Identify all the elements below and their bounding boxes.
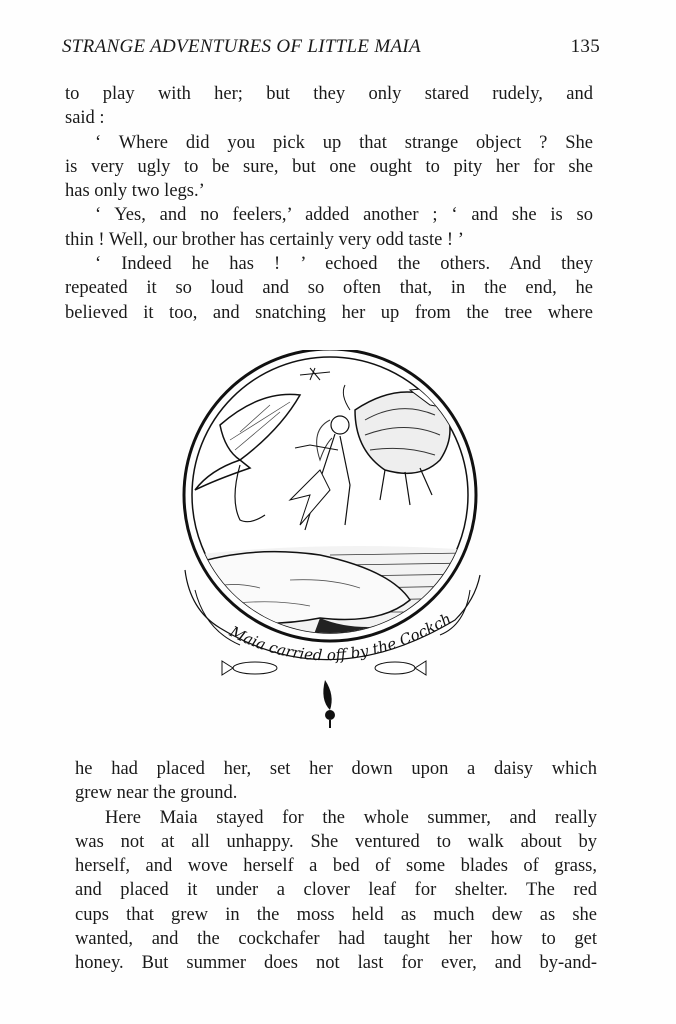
text-line: was not at all unhappy. She ventured to walk about by — [75, 831, 597, 852]
text-line: ‘ Yes, and no feelers,’ added another ; ‘ and she is so — [95, 205, 593, 226]
illustration-caption: Maia carried off by the Cockch — [226, 609, 455, 665]
text-block-bottom — [75, 757, 597, 976]
text-line: is very ugly to be sure, but one ought to pity her for she — [65, 156, 593, 177]
text-line: wanted, and the cockchafer had taught her how to get — [75, 929, 597, 950]
text-line: cups that grew in the moss held as much dew as she — [75, 904, 597, 925]
running-head-title: STRANGE ADVENTURES OF LITTLE MAIA — [62, 36, 421, 57]
fish-ornament-right — [375, 661, 426, 675]
text-line: grew near the ground. — [75, 783, 238, 804]
text-block-top — [65, 82, 593, 325]
running-head — [62, 36, 600, 62]
text-line: believed it too, and snatching her up from the tree where — [65, 302, 593, 323]
text-line: repeated it so loud and so often that, in the end, he — [65, 278, 593, 299]
text-line: has only two legs.’ — [65, 181, 205, 202]
text-line: thin ! Well, our brother has certainly very odd taste ! ’ — [65, 229, 464, 250]
text-line: honey. But summer does not last for ever, and by-and- — [75, 953, 597, 974]
illustration-drawing — [170, 350, 500, 730]
text-line: ‘ Where did you pick up that strange object ? She — [95, 132, 593, 153]
text-line: to play with her; but they only stared rudely, and — [65, 84, 593, 104]
text-line: Here Maia stayed for the whole summer, and really — [105, 807, 597, 828]
page-number: 135 — [570, 36, 600, 57]
fish-ornament-left — [222, 661, 277, 675]
text-line: ‘ Indeed he has ! ’ echoed the others. And they — [95, 254, 593, 275]
illustration-maia-cockchafer — [170, 350, 500, 730]
text-line: he had placed her, set her down upon a daisy which — [75, 759, 597, 779]
text-line: and placed it under a clover leaf for shelter. The red — [75, 880, 597, 901]
text-line: said : — [65, 108, 105, 129]
text-line: herself, and wove herself a bed of some blades of grass, — [75, 856, 597, 877]
drop-ornament — [323, 680, 335, 728]
